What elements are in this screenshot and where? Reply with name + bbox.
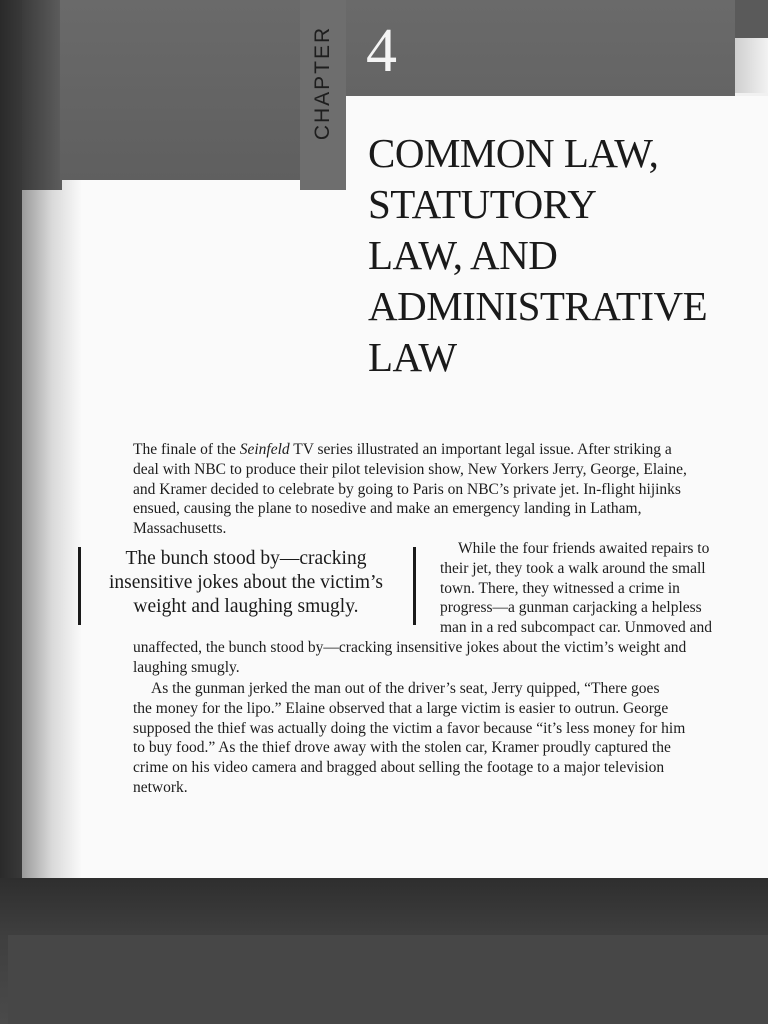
- chapter-number: 4: [366, 17, 397, 85]
- paragraph-line: progress—a gunman carjacking a helpless: [440, 599, 702, 617]
- adjacent-page-shadow: [735, 38, 768, 93]
- chapter-band-shadow: [22, 0, 62, 190]
- title-line: STATUTORY: [368, 181, 597, 227]
- paragraph-line: crime on his video camera and bragged about selling the footage to a major television: [133, 759, 665, 777]
- title-line: COMMON LAW,: [368, 130, 659, 176]
- pull-quote-line: The bunch stood by—cracking: [125, 548, 367, 569]
- paragraph-line: man in a red subcompact car. Unmoved and: [440, 619, 713, 637]
- paragraph-line: town. There, they witnessed a crime in: [440, 579, 680, 597]
- pull-quote-text: [86, 547, 406, 619]
- pull-quote-line: weight and laughing smugly.: [133, 596, 359, 617]
- paragraph-line: unaffected, the bunch stood by—cracking insensitive jokes about the victim’s weight and: [133, 639, 687, 656]
- title-line: ADMINISTRATIVE: [368, 283, 708, 329]
- show-title: Seinfeld: [239, 441, 290, 458]
- pull-quote-bar-left: [78, 547, 81, 625]
- paragraph-friends: [440, 539, 740, 638]
- title-line: LAW: [368, 334, 457, 380]
- paragraph-gunman: [133, 679, 733, 798]
- paragraph-line: While the four friends awaited repairs to: [458, 540, 710, 557]
- chapter-label-text: CHAPTER: [311, 25, 335, 141]
- pull-quote: [78, 547, 416, 625]
- text-run: The finale of the: [133, 441, 240, 458]
- paragraph-line: and Kramer decided to celebrate by going to Paris on NBC’s private jet. In-flight hijinks: [133, 480, 681, 498]
- paragraph-line: laughing smugly.: [133, 658, 240, 676]
- paragraph-line: network.: [133, 778, 188, 796]
- paragraph-intro: [133, 440, 728, 539]
- paragraph-line: their jet, they took a walk around the small: [440, 559, 706, 577]
- paragraph-line: Massachusetts.: [133, 520, 227, 538]
- paragraph-line: supposed the thief was actually doing the victim a favor because “it’s less money for him: [133, 719, 686, 737]
- scanner-bottom: [8, 935, 768, 1024]
- pull-quote-line: insensitive jokes about the victim’s: [108, 572, 384, 593]
- paragraph-friends-continued: [133, 638, 733, 678]
- pull-quote-bar-right: [413, 547, 416, 625]
- paragraph-line: the money for the lipo.” Elaine observed that a large victim is easier to outrun. George: [133, 699, 669, 717]
- paragraph-line: [133, 440, 728, 460]
- paragraph-line: to buy food.” As the thief drove away with the stolen car, Kramer proudly captured the: [133, 739, 671, 757]
- chapter-title: [368, 128, 738, 383]
- text-run: TV series illustrated an important legal issue. After striking a: [289, 441, 672, 458]
- page-curve-shadow: [22, 180, 82, 880]
- paragraph-line: As the gunman jerked the man out of the driver’s seat, Jerry quipped, “There goes: [151, 680, 660, 697]
- paragraph-line: deal with NBC to produce their pilot television show, New Yorkers Jerry, George, Elaine,: [133, 460, 687, 478]
- title-line: LAW, AND: [368, 232, 558, 278]
- chapter-label: [305, 8, 341, 158]
- adjacent-page-dark: [735, 0, 768, 38]
- paragraph-line: ensued, causing the plane to nosedive and make an emergency landing in Latham,: [133, 500, 642, 518]
